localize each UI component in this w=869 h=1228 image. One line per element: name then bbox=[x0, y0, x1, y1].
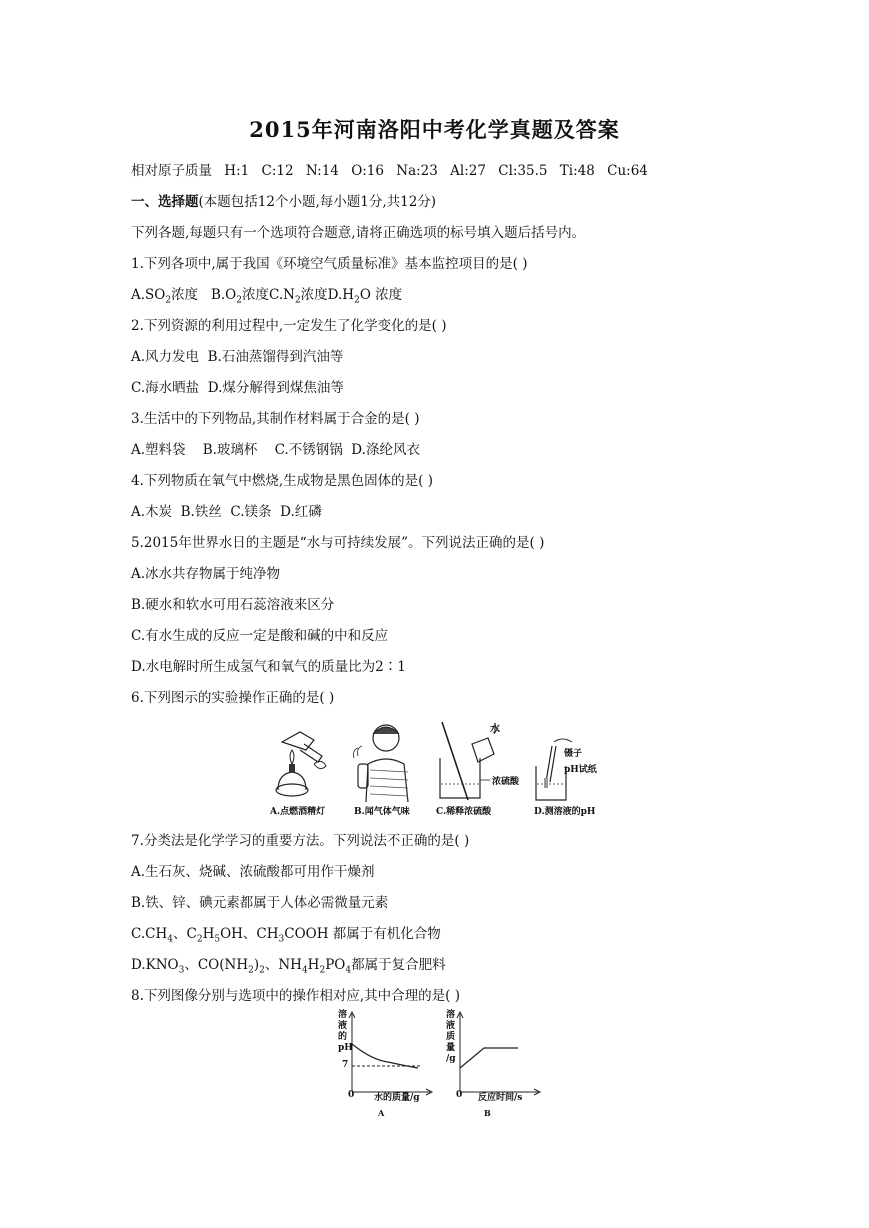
q7-d-sub: 4 bbox=[301, 965, 308, 976]
q2-stem: 2.下列资源的利用过程中,一定发生了化学变化的是( ) bbox=[131, 318, 447, 334]
section-instruction: 下列各题,每题只有一个选项符合题意,请将正确选项的标号填入题后括号内。 bbox=[131, 225, 586, 241]
graph-b-xlabel: 反应时间/s bbox=[478, 1093, 523, 1103]
q1-options bbox=[131, 286, 402, 310]
q6-caption-a: A.点燃酒精灯 bbox=[270, 807, 326, 817]
q1-b-text: 浓度 B.O bbox=[171, 287, 237, 303]
q8-stem: 8.下列图像分别与选项中的操作相对应,其中合理的是( ) bbox=[131, 988, 460, 1004]
graph-a-tick-7: 7 bbox=[342, 1060, 349, 1070]
q8-graph-b bbox=[446, 1010, 546, 1120]
graph-a-ylabel-char: 液 bbox=[338, 1021, 348, 1031]
q7-d-sub: 2 bbox=[259, 965, 265, 976]
q7-d-seg: 都属于复合肥料 bbox=[351, 957, 446, 973]
graph-b-plot bbox=[446, 1010, 546, 1100]
q1-a-sub: 2 bbox=[165, 295, 172, 306]
q7-d-seg: ) bbox=[253, 957, 260, 973]
q7-d-seg: H bbox=[307, 957, 320, 973]
graph-a-plot bbox=[338, 1010, 438, 1100]
q7-c-seg: COOH 都属于有机化合物 bbox=[284, 926, 441, 942]
person-smelling-icon bbox=[352, 720, 414, 802]
graph-a-ylabel-char: pH bbox=[338, 1043, 353, 1053]
q4-stem: 4.下列物质在氧气中燃烧,生成物是黑色固体的是( ) bbox=[131, 473, 433, 489]
q6-label-ph-paper: pH试纸 bbox=[564, 765, 597, 775]
graph-b-ylabel-char: 液 bbox=[446, 1021, 456, 1031]
graph-a-xlabel: 水的质量/g bbox=[374, 1093, 420, 1103]
q7-stem: 7.分类法是化学学习的重要方法。下列说法不正确的是( ) bbox=[131, 833, 470, 849]
graph-b-ylabel-char: 质 bbox=[446, 1032, 456, 1042]
q3-stem: 3.生活中的下列物品,其制作材料属于合金的是( ) bbox=[131, 411, 420, 427]
graph-a-ylabel bbox=[338, 1010, 353, 1054]
q7-option-a: A.生石灰、烧碱、浓硫酸都可用作干燥剂 bbox=[131, 864, 375, 880]
q7-c-sub: 2 bbox=[196, 934, 203, 945]
section-note: (本题包括12个小题,每小题1分,共12分) bbox=[198, 194, 437, 210]
section-heading bbox=[131, 193, 436, 211]
q7-c-seg: C.CH bbox=[131, 926, 168, 942]
q6-label-acid: 浓硫酸 bbox=[492, 777, 520, 787]
alcohol-lamp-icon bbox=[270, 728, 332, 800]
page-title: 2015年河南洛阳中考化学真题及答案 bbox=[249, 117, 620, 142]
q1-d-sub: 2 bbox=[354, 295, 360, 306]
q7-c-sub: 3 bbox=[278, 934, 285, 945]
q1-b-sub: 2 bbox=[236, 295, 242, 306]
q5-option-a: A.冰水共存物属于纯净物 bbox=[131, 566, 281, 582]
q7-option-c bbox=[131, 925, 441, 949]
section-title: 一、选择题 bbox=[131, 194, 199, 210]
graph-a-ylabel-char: 的 bbox=[338, 1032, 348, 1042]
q5-option-d: D.水电解时所生成氢气和氧气的质量比为2∶1 bbox=[131, 659, 406, 675]
graph-b-origin: 0 bbox=[456, 1090, 463, 1100]
q7-c-seg: 、C bbox=[172, 926, 197, 942]
atomic-mass-line: 相对原子质量 H:1 C:12 N:14 O:16 Na:23 Al:27 Cl:35.5 Ti:48 Cu:64 bbox=[131, 163, 648, 179]
q1-c-sub: 2 bbox=[294, 295, 301, 306]
graph-b-ylabel-char: 量 bbox=[446, 1043, 456, 1053]
q7-d-seg: 、NH bbox=[264, 957, 302, 973]
graph-b-ylabel bbox=[446, 1010, 456, 1065]
q1-d-text: 浓度D.H bbox=[300, 287, 355, 303]
q6-figure-row bbox=[268, 720, 608, 818]
q2-options-2: C.海水晒盐 D.煤分解得到煤焦油等 bbox=[131, 380, 344, 396]
q7-c-seg: OH、CH bbox=[220, 926, 279, 942]
q7-d-sub: 2 bbox=[248, 965, 254, 976]
q7-c-sub: 4 bbox=[167, 934, 173, 945]
q8-graph-a bbox=[338, 1010, 438, 1120]
q5-option-c: C.有水生成的反应一定是酸和碱的中和反应 bbox=[131, 628, 389, 644]
q6-label-tweezers: 镊子 bbox=[564, 749, 583, 759]
q7-d-seg: D.KNO bbox=[131, 957, 179, 973]
q3-options: A.塑料袋 B.玻璃杯 C.不锈钢锅 D.涤纶风衣 bbox=[131, 442, 420, 458]
q1-a-text: A.SO bbox=[131, 287, 166, 303]
graph-b-ylabel-char: 溶 bbox=[446, 1010, 456, 1020]
q7-d-sub: 2 bbox=[319, 965, 326, 976]
q6-label-water: 水 bbox=[490, 724, 500, 735]
q6-caption-c: C.稀释浓硫酸 bbox=[436, 807, 492, 817]
q1-stem: 1.下列各项中,属于我国《环境空气质量标准》基本监控项目的是( ) bbox=[131, 256, 528, 272]
q5-option-b: B.硬水和软水可用石蕊溶液来区分 bbox=[131, 597, 335, 613]
q7-d-sub: 3 bbox=[178, 965, 185, 976]
q7-option-b: B.铁、锌、碘元素都属于人体必需微量元素 bbox=[131, 895, 389, 911]
q7-d-seg: PO bbox=[325, 957, 346, 973]
q7-c-sub: 5 bbox=[214, 934, 221, 945]
q1-d-end: O 浓度 bbox=[359, 287, 403, 303]
q2-options-1: A.风力发电 B.石油蒸馏得到汽油等 bbox=[131, 349, 344, 365]
q7-d-sub: 4 bbox=[345, 965, 352, 976]
q5-stem: 5.2015年世界水日的主题是“水与可持续发展”。下列说法正确的是( ) bbox=[131, 535, 545, 551]
graph-b-tag: B bbox=[484, 1108, 491, 1118]
graph-b-ylabel-char: /g bbox=[446, 1054, 456, 1064]
beaker-dilution-icon bbox=[432, 720, 526, 802]
q4-options: A.木炭 B.铁丝 C.镁条 D.红磷 bbox=[131, 504, 322, 520]
q7-option-d bbox=[131, 956, 446, 980]
q6-caption-b: B.闻气体气味 bbox=[354, 807, 410, 817]
q6-caption-d: D.测溶液的pH bbox=[534, 807, 596, 817]
q7-c-seg: H bbox=[202, 926, 215, 942]
graph-a-origin: 0 bbox=[348, 1090, 355, 1100]
graph-a-tag: A bbox=[378, 1108, 385, 1118]
q7-d-seg: 、CO(NH bbox=[184, 957, 249, 973]
graph-a-ylabel-char: 溶 bbox=[338, 1010, 348, 1020]
q1-c-text: 浓度C.N bbox=[241, 287, 295, 303]
q6-stem: 6.下列图示的实验操作正确的是( ) bbox=[131, 690, 335, 706]
